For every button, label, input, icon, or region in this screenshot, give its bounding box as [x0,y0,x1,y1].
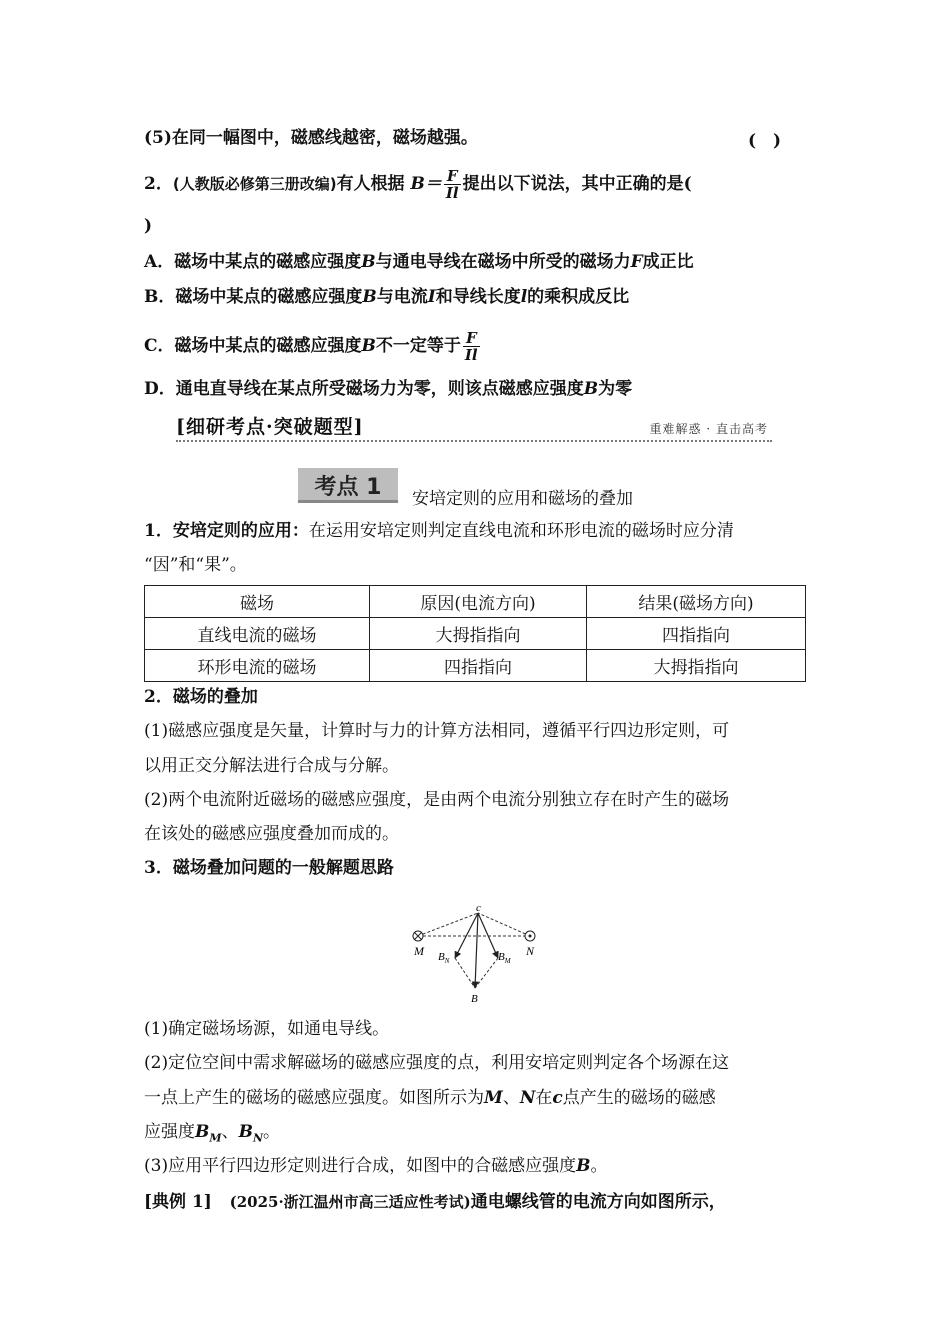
option-b: B．磁场中某点的磁感应强度B与电流I和导线长度l的乘积成反比 [144,287,630,307]
option-c: C．磁场中某点的磁感应强度B不一定等于 $\frac{F}{Il}$ [144,329,478,364]
dashed-parallel-2 [475,958,498,988]
field-superposition-diagram [400,900,560,1010]
point-3-step-2-cont: 一点上产生的磁场的磁感应强度。如图所示为M、N在c点产生的磁场的磁感 [144,1088,716,1108]
point-2-p1: (1)磁感应强度是矢量，计算时与力的计算方法相同，遵循平行四边形定则，可 [144,721,730,741]
point-2-heading: 2．磁场的叠加 [144,687,258,707]
question-text: 有人根据 [336,174,405,194]
option-a: A．磁场中某点的磁感应强度B与通电导线在磁场中所受的磁场力F成正比 [144,252,694,272]
table-row [145,618,806,650]
option-c-fraction: $\frac{F}{Il}$ [464,329,478,364]
table-cell: 大拇指指向 [587,650,806,682]
question-2-close: ) [144,216,153,236]
answer-blank: ( ) [748,131,782,151]
kaodian-badge [298,468,398,503]
formula-lhs: B＝ [410,174,442,194]
label-b: B [471,993,478,1005]
kaodian-label: 安培定则的应用和磁场的叠加 [412,489,633,509]
point-3-step-3: (3)应用平行四边形定则进行合成，如图中的合磁感应强度B。 [144,1156,608,1176]
point-2-p2: (2)两个电流附近磁场的磁感应强度，是由两个电流分别独立存在时产生的磁场 [144,790,730,810]
table-cell: 环形电流的磁场 [145,650,370,682]
section-divider [176,440,772,442]
point-3-step-2: (2)定位空间中需求解磁场的磁感应强度的点，利用安培定则判定各个场源在这 [144,1053,730,1073]
question-number: 2． [144,174,173,194]
statement-5 [144,126,478,150]
table-row [145,650,806,682]
question-text-cont: 提出以下说法，其中正确的是( [462,174,692,194]
example-source: (2025·浙江温州市高三适应性考试) [229,1193,471,1211]
point-1: 1．安培定则的应用：在运用安培定则判定直线电流和环形电流的磁场时应分清 [144,521,734,541]
question-2 [144,168,692,201]
label-m: M [414,944,424,958]
point-3-step-2-end: 应强度$B_M$、$B_N$。 [144,1122,280,1145]
point-2-p1-cont: 以用正交分解法进行合成与分解。 [144,756,399,776]
example-1 [144,1190,726,1214]
section-title: [细研考点·突破题型] [176,416,364,438]
table-cell: 四指指向 [587,618,806,650]
label-bn: $B_N$ [438,951,450,965]
dashed-line-nc [478,913,530,936]
table-header-cell: 结果(磁场方向) [587,586,806,618]
point-1-heading: 1．安培定则的应用： [144,521,309,541]
table-cell: 大拇指指向 [370,618,587,650]
section-subtitle: 重难解惑 · 直击高考 [649,422,768,436]
dashed-line-mc [418,913,478,936]
table-cell: 四指指向 [370,650,587,682]
table-header-row [145,586,806,618]
table-header-cell: 磁场 [145,586,370,618]
point-1-cont: “因”和“果”。 [144,555,247,575]
ampere-rule-table [144,585,806,682]
label-c: c [476,902,481,914]
section-header [176,412,772,442]
label-n: N [526,944,535,958]
label-bm: $B_M$ [498,951,511,965]
option-d: D．通电直导线在某点所受磁场力为零，则该点磁感应强度B为零 [144,379,633,399]
formula-fraction: $\frac{F}{Il}$ [445,167,459,202]
question-source: (人教版必修第三册改编) [172,175,337,193]
kaodian-badge-text: 考点 1 [314,475,382,500]
point-3-heading: 3．磁场叠加问题的一般解题思路 [144,858,394,878]
vector-b [475,913,478,988]
point-2-p2-cont: 在该处的磁感应强度叠加而成的。 [144,824,399,844]
dashed-parallel-1 [455,958,475,988]
statement-5-text: (5)在同一幅图中，磁感线越密，磁场越强。 [144,128,478,148]
point-3-step-1: (1)确定磁场场源，如通电导线。 [144,1019,390,1039]
table-header-cell: 原因(电流方向) [370,586,587,618]
example-text: 通电螺线管的电流方向如图所示， [470,1192,726,1212]
table-cell: 直线电流的磁场 [145,618,370,650]
example-tag: [典例 1] [144,1192,212,1212]
